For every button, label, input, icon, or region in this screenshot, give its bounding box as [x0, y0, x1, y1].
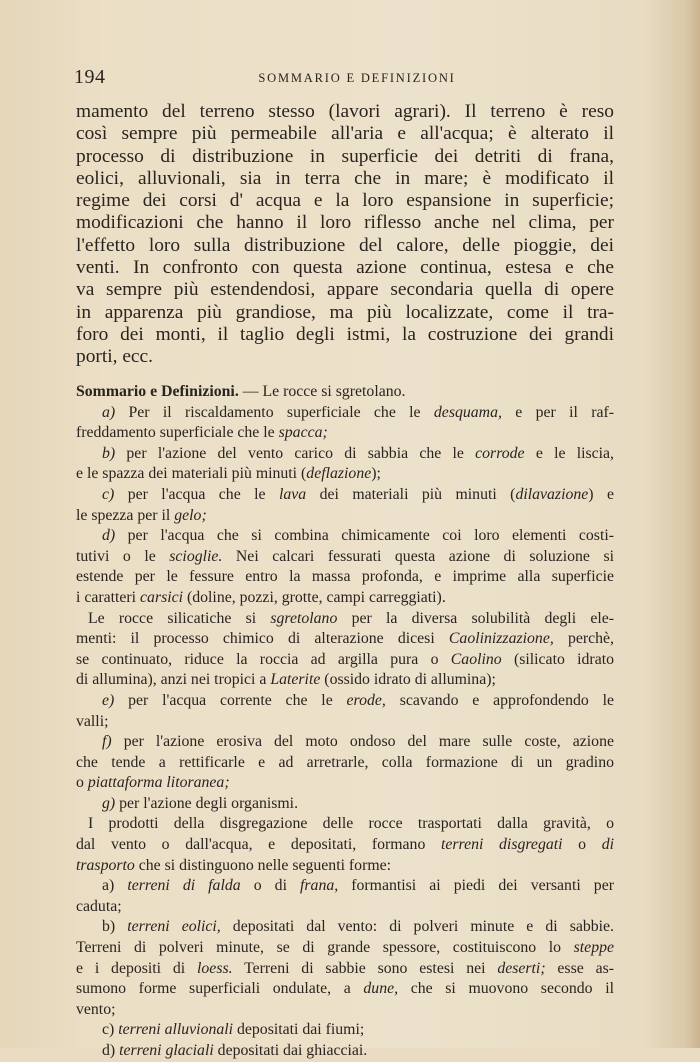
text-line — [76, 526, 614, 547]
text-segment: (ossido idrato di allumina); — [320, 671, 496, 689]
text-segment: depositati dal vento: di polveri minute e di sabbie. — [220, 918, 615, 936]
text-line: mamento del terreno stesso (lavori agrari). Il terreno è reso — [76, 101, 614, 122]
text-line: l'effetto loro sulla distribuzione del calore, delle pioggie, dei — [76, 234, 614, 256]
text-line — [76, 423, 614, 444]
text-line — [76, 814, 614, 835]
italic-term: steppe — [573, 939, 614, 957]
text-line — [76, 959, 614, 980]
text-line — [76, 629, 614, 650]
italic-term: d) — [102, 527, 116, 545]
text-line — [76, 1020, 614, 1041]
text-line: processo di distribuzione in superficie dei detriti di frana, — [76, 145, 614, 167]
text-segment: che tende a rettificarle e ad arretrarle, colla formazione di un gradino — [76, 753, 614, 771]
text-segment: per l'acqua che si combina chimicamente coi loro elementi costi- — [115, 527, 614, 545]
text-line: venti. In confronto con questa azione continua, estesa e che — [76, 257, 614, 279]
summary-section — [76, 382, 614, 1062]
text-line — [76, 876, 614, 897]
text-line — [76, 938, 614, 959]
italic-term: spacca; — [278, 424, 328, 442]
text-segment: caduta; — [76, 897, 122, 915]
running-head — [74, 66, 640, 90]
running-title: SOMMARIO E DEFINIZIONI — [258, 71, 456, 85]
text-segment: le spezza per il — [76, 506, 175, 524]
text-line — [76, 979, 614, 1000]
italic-term: terreni eolici, — [127, 918, 221, 936]
text-segment: b) — [102, 918, 128, 936]
italic-term: terreni di falda — [127, 877, 241, 895]
text-segment: (doline, pozzi, grotte, campi carreggiati). — [183, 588, 446, 606]
text-line: regime dei corsi d' acqua e la loro espansione in superficie; — [76, 190, 614, 212]
text-line — [76, 712, 614, 733]
text-segment: e le spazza dei materiali più minuti ( — [76, 465, 307, 483]
text-segment: per la diversa solubilità degli ele- — [337, 609, 614, 627]
text-segment: per l'azione erosiva del moto ondoso del mare sulle coste, azione — [111, 733, 614, 751]
text-segment: d) — [102, 1042, 120, 1059]
text-segment: (silicato idrato — [501, 650, 614, 668]
text-segment: o — [562, 836, 602, 854]
text-segment: Le rocce silicatiche si — [88, 609, 271, 627]
italic-term: Caolino — [450, 650, 502, 668]
text-segment: e i depositi di — [76, 959, 198, 977]
italic-term: deserti; — [497, 959, 546, 977]
text-segment: a) — [102, 877, 128, 895]
text-line: così sempre più permeabile all'aria e all'acqua; è alterato il — [76, 123, 614, 145]
italic-term: Caolinizzazione, — [448, 630, 554, 648]
page-number: 194 — [74, 66, 106, 88]
text-segment: per l'acqua corrente che le — [114, 691, 347, 709]
italic-term: piattaforma litoranea; — [87, 774, 230, 792]
text-segment: Terreni di polveri minute, se di grande spessore, costituiscono lo — [76, 939, 574, 957]
text-segment: che si distinguono nelle seguenti forme: — [134, 856, 392, 874]
text-line — [76, 1041, 614, 1062]
text-line — [76, 609, 614, 630]
text-segment: menti: il processo chimico di alterazione dicesi — [76, 630, 449, 648]
text-segment: I prodotti della disgregazione delle rocce trasportati dalla gravità, o — [88, 815, 614, 833]
italic-term: lava — [278, 485, 307, 503]
text-segment: depositati dai ghiacciai. — [213, 1042, 368, 1059]
text-segment: Terreni di sabbie sono estesi nei — [232, 959, 498, 977]
text-line — [76, 588, 614, 609]
italic-term: e) — [102, 691, 115, 709]
italic-term: c) — [102, 485, 115, 503]
italic-term: frana, — [300, 877, 339, 895]
italic-term: f) — [102, 733, 112, 751]
text-segment: o — [76, 774, 88, 792]
text-line — [76, 403, 614, 424]
text-segment: depositati dai fiumi; — [233, 1021, 365, 1039]
text-line — [76, 897, 614, 918]
italic-term: sgretolano — [270, 609, 338, 627]
intro-paragraph — [76, 101, 614, 369]
summary-heading-rest: — Le rocce si sgretolano. — [238, 383, 406, 400]
text-segment: per l'azione del vento carico di sabbia che le — [115, 444, 476, 462]
text-segment: ); — [371, 465, 381, 483]
italic-term: terreni alluvionali — [118, 1021, 234, 1039]
text-line — [76, 650, 614, 671]
text-segment: c) — [102, 1021, 119, 1039]
text-line — [76, 794, 614, 815]
text-segment: perchè, — [553, 630, 614, 648]
text-line — [76, 1000, 614, 1021]
text-segment: sumono forme superficiali ondulate, a — [76, 980, 364, 998]
text-segment: ) e — [588, 485, 614, 503]
text-segment: che si muovono secondo il — [398, 980, 614, 998]
italic-term: dune, — [363, 980, 399, 998]
text-segment: i caratteri — [76, 588, 141, 606]
summary-heading: Sommario e Definizioni. — [76, 383, 239, 400]
text-line — [76, 670, 614, 691]
italic-term: gelo; — [174, 506, 207, 524]
italic-term: deflazione — [306, 465, 372, 483]
italic-term: terreni glaciali — [119, 1042, 214, 1059]
text-segment: dal vento o dall'acqua, e depositati, formano — [76, 836, 441, 854]
text-line: porti, ecc. — [76, 346, 153, 368]
text-segment: estende per le fessure entro la massa profonda, e imprime alla superficie — [76, 568, 614, 586]
text-line — [76, 835, 614, 856]
text-segment: Per il riscaldamento superficiale che le — [115, 403, 434, 421]
italic-term: loess. — [197, 959, 233, 977]
summary-heading-line — [76, 382, 614, 403]
text-segment: o di — [240, 877, 301, 895]
text-segment: di allumina), anzi nei tropici a — [76, 671, 271, 689]
text-line — [76, 547, 614, 568]
text-line — [76, 917, 614, 938]
italic-term: trasporto — [76, 856, 135, 874]
text-segment: formantisi ai piedi dei versanti per — [338, 877, 614, 895]
text-segment: valli; — [76, 712, 109, 730]
text-segment: freddamento superficiale che le — [76, 424, 279, 442]
italic-term: dilavazione — [515, 485, 589, 503]
text-segment: e le liscia, — [524, 444, 614, 462]
text-segment: scavando e approfondendo le — [385, 691, 614, 709]
text-segment: per l'acqua che le — [114, 485, 279, 503]
italic-term: terreni disgregati — [440, 836, 563, 854]
italic-term: corrode — [475, 444, 525, 462]
text-line: foro dei monti, il taglio degli istmi, la costruzione dei grandi — [76, 323, 614, 345]
italic-term: erode, — [346, 691, 386, 709]
text-line — [76, 773, 614, 794]
text-segment: e per il raf- — [501, 403, 614, 421]
italic-term: a) — [102, 403, 116, 421]
text-segment: per l'azione degli organismi. — [115, 794, 299, 812]
text-line — [76, 567, 614, 588]
text-line — [76, 506, 614, 527]
italic-term: carsici — [140, 588, 184, 606]
text-segment: se continuato, riduce la roccia ad argilla pura o — [76, 650, 451, 668]
italic-term: Laterite — [270, 671, 321, 689]
italic-term: di — [601, 836, 614, 854]
text-line: modificazioni che hanno il loro riflesso anche nel clima, per — [76, 212, 614, 234]
text-line — [76, 444, 614, 465]
text-segment: tutivi o le — [76, 547, 170, 565]
text-line: in apparenza più grandiose, ma più localizzate, come il tra- — [76, 301, 614, 323]
text-line — [76, 753, 614, 774]
italic-term: scioglie. — [169, 547, 223, 565]
text-segment: Nei calcari fessurati questa azione di soluzione si — [222, 547, 614, 565]
italic-term: b) — [102, 444, 116, 462]
italic-term: desquama, — [433, 403, 502, 421]
text-line — [76, 464, 614, 485]
text-line: va sempre più estendendosi, appare secondaria quella di opere — [76, 279, 614, 301]
text-segment: vento; — [76, 1000, 116, 1018]
text-line — [76, 856, 614, 877]
text-segment: esse as- — [545, 959, 614, 977]
italic-term: g) — [102, 794, 116, 812]
text-line — [76, 485, 614, 506]
text-line — [76, 691, 614, 712]
text-segment: dei materiali più minuti ( — [306, 485, 516, 503]
text-line: eolici, alluvionali, sia in terra che in mare; è modificato il — [76, 167, 614, 189]
text-line — [76, 732, 614, 753]
